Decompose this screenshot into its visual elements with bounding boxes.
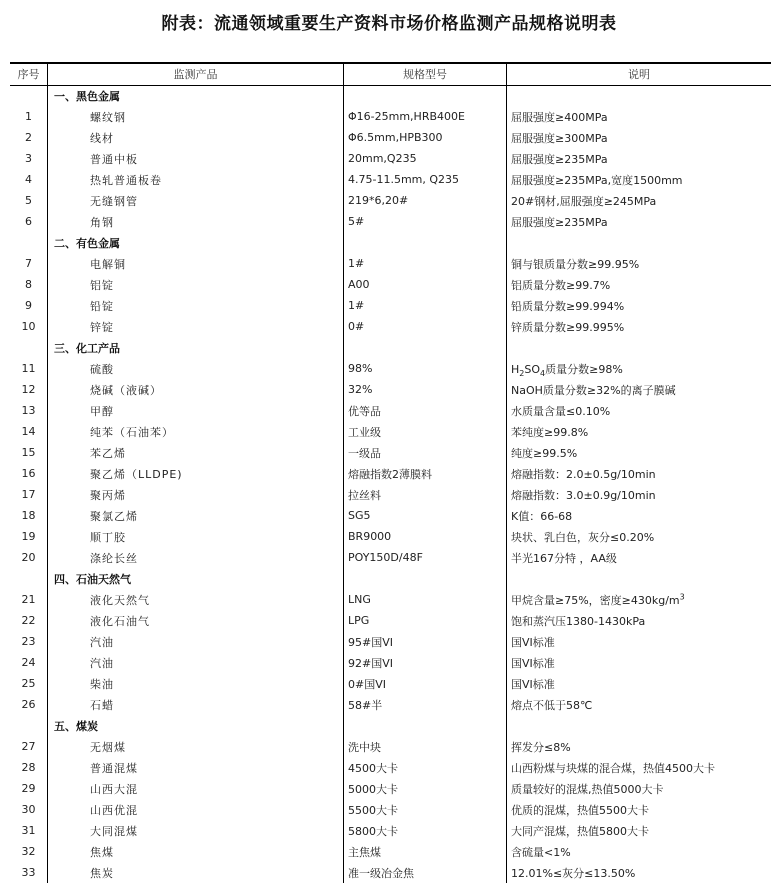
- table-row: [10, 673, 771, 694]
- description: 铅质量分数≥99.994%: [507, 295, 772, 316]
- spec-model: 4.75-11.5mm, Q235: [344, 169, 507, 190]
- spec-model: 5800大卡: [344, 820, 507, 841]
- row-number: 12: [21, 383, 36, 396]
- description: 熔融指数：2.0±0.5g/10min: [507, 463, 772, 484]
- description: 屈服强度≥235MPa,宽度1500mm: [507, 169, 772, 190]
- description: 国VI标准: [507, 652, 772, 673]
- spec-model: 主焦煤: [344, 841, 507, 862]
- product-name: 汽油: [48, 652, 344, 673]
- product-name: 涤纶长丝: [48, 547, 344, 568]
- description: 国VI标准: [507, 673, 772, 694]
- table-row: [10, 253, 771, 274]
- row-number: 26: [21, 698, 36, 711]
- row-number: 33: [21, 866, 36, 879]
- category-desc-cell: [507, 568, 772, 589]
- table-row: [10, 442, 771, 463]
- formula-h: H: [511, 362, 520, 376]
- category-no-cell: [10, 337, 48, 358]
- spec-model: 0#国VI: [344, 673, 507, 694]
- description: 20#钢材,屈服强度≥245MPa: [507, 190, 772, 211]
- table-row: [10, 316, 771, 337]
- product-name: 聚丙烯: [48, 484, 344, 505]
- description: 屈服强度≥400MPa: [507, 106, 772, 127]
- row-number: 16: [21, 467, 36, 480]
- description: 国VI标准: [507, 631, 772, 652]
- description: 大同产混煤，热值5800大卡: [507, 820, 772, 841]
- category-name: 二、有色金属: [48, 232, 344, 253]
- spec-model: 5500大卡: [344, 799, 507, 820]
- category-name: 四、石油天然气: [48, 568, 344, 589]
- description: 块状、乳白色，灰分≤0.20%: [507, 526, 772, 547]
- description: 含硫量<1%: [507, 841, 772, 862]
- header-spec: 规格型号: [344, 63, 507, 85]
- category-no-cell: [10, 568, 48, 589]
- description: 半光167分特 ，AA级: [507, 547, 772, 568]
- product-name: 普通中板: [48, 148, 344, 169]
- row-number: 9: [25, 299, 32, 312]
- row-number: 22: [21, 614, 36, 627]
- category-row: [10, 232, 771, 253]
- row-number: 30: [21, 803, 36, 816]
- description: 12.01%≤灰分≤13.50%: [507, 862, 772, 883]
- category-name: 五、煤炭: [48, 715, 344, 736]
- spec-model: 1#: [344, 295, 507, 316]
- row-number: 31: [21, 824, 36, 837]
- description-text: 甲烷含量≥75%，密度≥430kg/m: [511, 593, 680, 607]
- product-name: 焦炭: [48, 862, 344, 883]
- table-row: [10, 757, 771, 778]
- table-row: [10, 295, 771, 316]
- spec-model: 32%: [344, 379, 507, 400]
- table-row: [10, 547, 771, 568]
- product-name: 锌锭: [48, 316, 344, 337]
- spec-model: 92#国VI: [344, 652, 507, 673]
- product-name: 焦煤: [48, 841, 344, 862]
- product-name: 大同混煤: [48, 820, 344, 841]
- row-number: 3: [25, 152, 32, 165]
- table-row: [10, 484, 771, 505]
- formula-so: SO: [524, 362, 541, 376]
- category-spec-cell: [344, 85, 507, 106]
- table-row: [10, 862, 771, 883]
- spec-model: Φ6.5mm,HPB300: [344, 127, 507, 148]
- category-no-cell: [10, 715, 48, 736]
- table-row: [10, 148, 771, 169]
- table-row: [10, 106, 771, 127]
- description: K值：66-68: [507, 505, 772, 526]
- row-number: 29: [21, 782, 36, 795]
- row-number: 32: [21, 845, 36, 858]
- spec-model: A00: [344, 274, 507, 295]
- spec-model: 熔融指数2薄膜料: [344, 463, 507, 484]
- description: 熔融指数：3.0±0.9g/10min: [507, 484, 772, 505]
- description: 苯纯度≥99.8%: [507, 421, 772, 442]
- row-number: 2: [25, 131, 32, 144]
- description: 铝质量分数≥99.7%: [507, 274, 772, 295]
- row-number: 21: [21, 593, 36, 606]
- description-text: 质量分数≥98%: [545, 362, 623, 376]
- product-name: 铝锭: [48, 274, 344, 295]
- description: 水质量含量≤0.10%: [507, 400, 772, 421]
- category-row: [10, 85, 771, 106]
- row-number: 17: [21, 488, 36, 501]
- row-number: 11: [21, 362, 36, 375]
- table-header-row: [10, 63, 771, 85]
- table-row: [10, 400, 771, 421]
- description: 铜与银质量分数≥99.95%: [507, 253, 772, 274]
- formula-sub: 2: [519, 368, 525, 378]
- table-row: [10, 379, 771, 400]
- table-row: [10, 127, 771, 148]
- description: 屈服强度≥235MPa: [507, 148, 772, 169]
- table-row: [10, 463, 771, 484]
- product-name: 烧碱（液碱）: [48, 379, 344, 400]
- table-row: [10, 358, 771, 379]
- product-name: 苯乙烯: [48, 442, 344, 463]
- spec-model: 98%: [344, 358, 507, 379]
- page-title: 附表：流通领域重要生产资料市场价格监测产品规格说明表: [161, 14, 617, 34]
- spec-model: 拉丝料: [344, 484, 507, 505]
- table-row: [10, 652, 771, 673]
- row-number: 28: [21, 761, 36, 774]
- spec-table: [10, 62, 771, 883]
- description: [507, 358, 772, 379]
- description: 屈服强度≥300MPa: [507, 127, 772, 148]
- category-row: [10, 715, 771, 736]
- row-number: 27: [21, 740, 36, 753]
- spec-model: 0#: [344, 316, 507, 337]
- table-row: [10, 610, 771, 631]
- spec-model: 95#国VI: [344, 631, 507, 652]
- description: 熔点不低于58℃: [507, 694, 772, 715]
- row-number: 7: [25, 257, 32, 270]
- description: 挥发分≤8%: [507, 736, 772, 757]
- product-name: 汽油: [48, 631, 344, 652]
- row-number: 24: [21, 656, 36, 669]
- category-name: 一、黑色金属: [48, 85, 344, 106]
- product-name: 线材: [48, 127, 344, 148]
- table-row: [10, 526, 771, 547]
- spec-model: 5000大卡: [344, 778, 507, 799]
- spec-model: BR9000: [344, 526, 507, 547]
- category-desc-cell: [507, 337, 772, 358]
- category-desc-cell: [507, 715, 772, 736]
- product-name: 山西优混: [48, 799, 344, 820]
- spec-model: LNG: [344, 589, 507, 610]
- row-number: 1: [25, 110, 32, 123]
- table-row: [10, 589, 771, 610]
- table-row: [10, 694, 771, 715]
- description: NaOH质量分数≥32%的离子膜碱: [507, 379, 772, 400]
- product-name: 聚氯乙烯: [48, 505, 344, 526]
- spec-model: 20mm,Q235: [344, 148, 507, 169]
- category-desc-cell: [507, 85, 772, 106]
- row-number: 18: [21, 509, 36, 522]
- spec-model: 准一级冶金焦: [344, 862, 507, 883]
- product-name: 电解铜: [48, 253, 344, 274]
- row-number: 6: [25, 215, 32, 228]
- table-row: [10, 211, 771, 232]
- spec-model: 一级品: [344, 442, 507, 463]
- row-number: 8: [25, 278, 32, 291]
- spec-model: 1#: [344, 253, 507, 274]
- product-name: 液化石油气: [48, 610, 344, 631]
- product-name: 热轧普通板卷: [48, 169, 344, 190]
- row-number: 5: [25, 194, 32, 207]
- spec-model: 5#: [344, 211, 507, 232]
- category-row: [10, 568, 771, 589]
- superscript: 3: [679, 591, 685, 601]
- product-name: 铅锭: [48, 295, 344, 316]
- description: 纯度≥99.5%: [507, 442, 772, 463]
- table-row: [10, 190, 771, 211]
- category-spec-cell: [344, 715, 507, 736]
- header-product: 监测产品: [48, 63, 344, 85]
- spec-model: POY150D/48F: [344, 547, 507, 568]
- product-name: 普通混煤: [48, 757, 344, 778]
- product-name: 液化天然气: [48, 589, 344, 610]
- product-name: 纯苯（石油苯）: [48, 421, 344, 442]
- description: 屈服强度≥235MPa: [507, 211, 772, 232]
- product-name: 无烟煤: [48, 736, 344, 757]
- row-number: 13: [21, 404, 36, 417]
- table-row: [10, 841, 771, 862]
- product-name: 甲醇: [48, 400, 344, 421]
- product-name: 山西大混: [48, 778, 344, 799]
- table-row: [10, 274, 771, 295]
- table-row: [10, 736, 771, 757]
- category-spec-cell: [344, 232, 507, 253]
- header-desc: 说明: [507, 63, 772, 85]
- table-row: [10, 505, 771, 526]
- table-body: [10, 85, 771, 883]
- category-row: [10, 337, 771, 358]
- category-name: 三、化工产品: [48, 337, 344, 358]
- row-number: 4: [25, 173, 32, 186]
- description: 质量较好的混煤,热值5000大卡: [507, 778, 772, 799]
- header-no: 序号: [10, 63, 48, 85]
- description: [507, 589, 772, 610]
- product-name: 聚乙烯（LLDPE): [48, 463, 344, 484]
- product-name: 石蜡: [48, 694, 344, 715]
- row-number: 10: [21, 320, 36, 333]
- product-name: 柴油: [48, 673, 344, 694]
- table-row: [10, 421, 771, 442]
- table-row: [10, 799, 771, 820]
- formula-sub: 4: [540, 368, 546, 378]
- table-row: [10, 169, 771, 190]
- row-number: 19: [21, 530, 36, 543]
- product-name: 硫酸: [48, 358, 344, 379]
- row-number: 20: [21, 551, 36, 564]
- category-no-cell: [10, 85, 48, 106]
- table-row: [10, 820, 771, 841]
- description: 饱和蒸汽压1380-1430kPa: [507, 610, 772, 631]
- table-row: [10, 631, 771, 652]
- spec-model: 4500大卡: [344, 757, 507, 778]
- row-number: 25: [21, 677, 36, 690]
- spec-model: SG5: [344, 505, 507, 526]
- row-number: 23: [21, 635, 36, 648]
- description: 优质的混煤，热值5500大卡: [507, 799, 772, 820]
- spec-model: 工业级: [344, 421, 507, 442]
- product-name: 无缝钢管: [48, 190, 344, 211]
- table-row: [10, 778, 771, 799]
- category-spec-cell: [344, 568, 507, 589]
- product-name: 顺丁胶: [48, 526, 344, 547]
- spec-model: Φ16-25mm,HRB400E: [344, 106, 507, 127]
- product-name: 螺纹钢: [48, 106, 344, 127]
- product-name: 角钢: [48, 211, 344, 232]
- description: 锌质量分数≥99.995%: [507, 316, 772, 337]
- category-no-cell: [10, 232, 48, 253]
- category-desc-cell: [507, 232, 772, 253]
- spec-model: 洗中块: [344, 736, 507, 757]
- description: 山西粉煤与块煤的混合煤，热值4500大卡: [507, 757, 772, 778]
- row-number: 14: [21, 425, 36, 438]
- spec-model: 219*6,20#: [344, 190, 507, 211]
- spec-model: 58#半: [344, 694, 507, 715]
- spec-model: LPG: [344, 610, 507, 631]
- row-number: 15: [21, 446, 36, 459]
- category-spec-cell: [344, 337, 507, 358]
- spec-model: 优等品: [344, 400, 507, 421]
